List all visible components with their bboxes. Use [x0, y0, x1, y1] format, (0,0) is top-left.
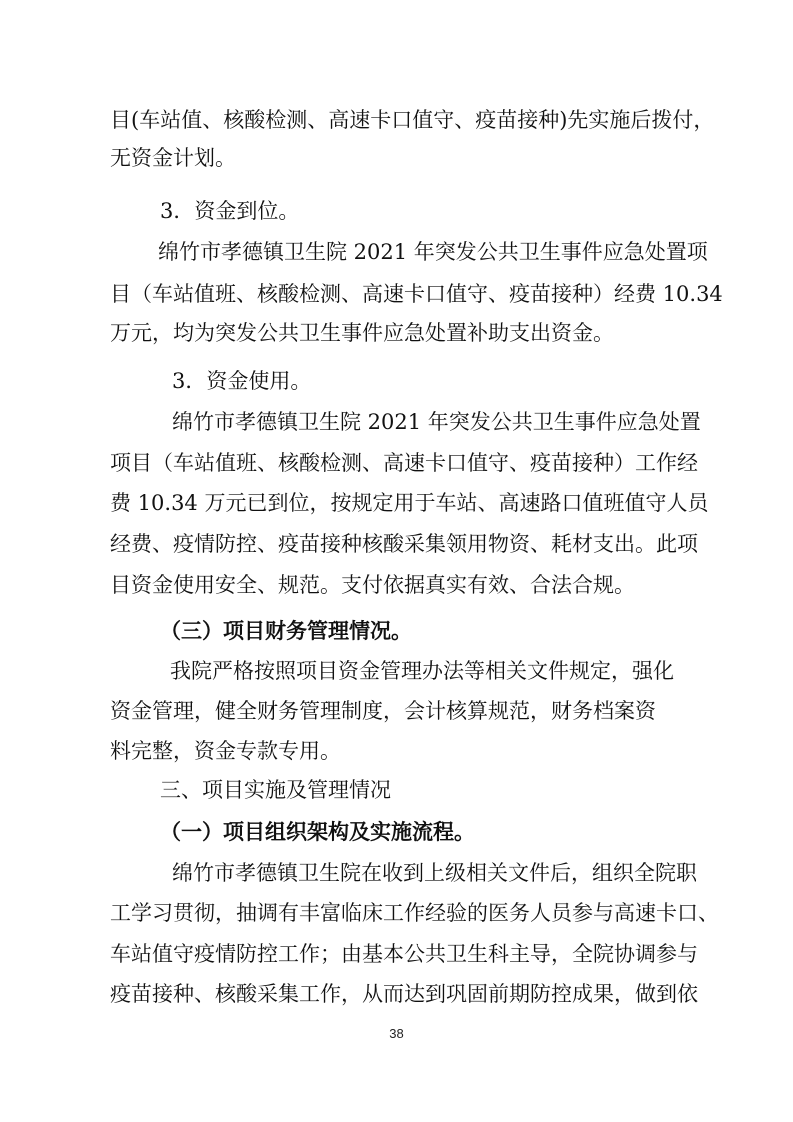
- chapter-heading: 三、项目实施及管理情况: [160, 778, 391, 802]
- body-line: 目资金使用安全、规范。支付依据真实有效、合法合规。: [110, 573, 635, 597]
- body-line: 无资金计划。: [110, 146, 236, 170]
- subsection-heading: （一）项目组织架构及实施流程。: [160, 820, 475, 844]
- section-heading: 3．资金使用。: [172, 369, 312, 393]
- body-line: 车站值守疫情防控工作；由基本公共卫生科主导，全院协调参与: [110, 942, 698, 966]
- body-line: 费 10.34 万元已到位，按规定用于车站、高速路口值班值守人员: [110, 491, 709, 515]
- body-line: 工学习贯彻，抽调有丰富临床工作经验的医务人员参与高速卡口、: [110, 901, 719, 925]
- body-line: 我院严格按照项目资金管理办法等相关文件规定，强化: [170, 659, 674, 683]
- body-line: 目（车站值班、核酸检测、高速卡口值守、疫苗接种）经费 10.34: [110, 282, 723, 306]
- body-line: 项目（车站值班、核酸检测、高速卡口值守、疫苗接种）工作经: [110, 451, 698, 475]
- body-line: 疫苗接种、核酸采集工作，从而达到巩固前期防控成果，做到依: [110, 982, 698, 1006]
- section-heading: 3．资金到位。: [160, 199, 300, 223]
- body-line: 目(车站值、核酸检测、高速卡口值守、疫苗接种)先实施后拨付，: [110, 108, 715, 132]
- body-line: 绵竹市孝德镇卫生院 2021 年突发公共卫生事件应急处置: [172, 410, 701, 434]
- page-number: 38: [389, 1026, 404, 1041]
- body-line: 万元，均为突发公共卫生事件应急处置补助支出资金。: [110, 321, 614, 345]
- body-line: 绵竹市孝德镇卫生院在收到上级相关文件后，组织全院职: [172, 861, 697, 885]
- body-line: 绵竹市孝德镇卫生院 2021 年突发公共卫生事件应急处置项: [158, 240, 708, 264]
- body-line: 料完整，资金专款专用。: [110, 739, 341, 763]
- subsection-heading: （三）项目财务管理情况。: [160, 619, 412, 643]
- body-line: 资金管理，健全财务管理制度，会计核算规范，财务档案资: [110, 699, 656, 723]
- body-line: 经费、疫情防控、疫苗接种核酸采集领用物资、耗材支出。此项: [110, 532, 698, 556]
